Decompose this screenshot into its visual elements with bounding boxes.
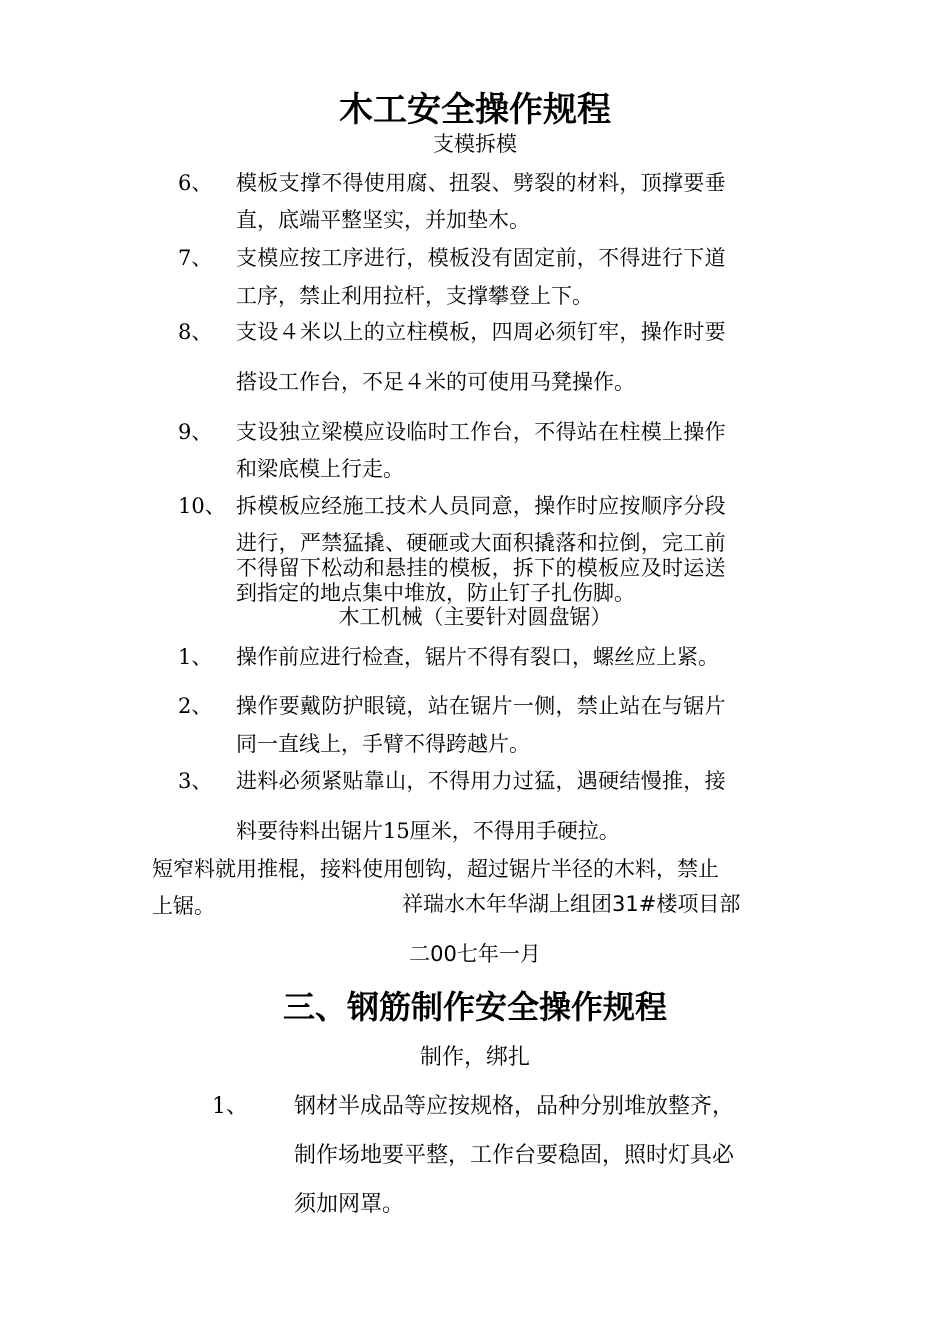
organization-name: 祥瑞水木年华湖上组团31#楼项目部 [402, 892, 741, 916]
item-number: 6、 [178, 171, 213, 195]
item-text-line: 同一直线上，手臂不得跨越片。 [236, 732, 530, 756]
page-title: 木工安全操作规程 [339, 90, 611, 130]
document-date: 二00七年一月 [409, 942, 541, 966]
item-text-line: 支设４米以上的立柱模板，四周必须钉牢，操作时要 [236, 320, 726, 344]
item-text-line: 工序，禁止利用拉杆，支撑攀登上下。 [236, 284, 593, 308]
item-text-line: 搭设工作台，不足４米的可使用马凳操作。 [236, 370, 635, 394]
item-text-line: 钢材半成品等应按规格，品种分别堆放整齐， [294, 1094, 735, 1119]
item-text-line: 支模应按工序进行，模板没有固定前，不得进行下道 [236, 246, 726, 270]
item-text-line: 操作要戴防护眼镜，站在锯片一侧，禁止站在与锯片 [236, 694, 726, 718]
item-text-line: 料要待料出锯片15厘米，不得用手硬拉。 [236, 819, 620, 843]
item-text-line: 到指定的地点集中堆放，防止钉子扎伤脚。 [236, 581, 635, 605]
section-title-rebar: 三、钢筋制作安全操作规程 [282, 988, 667, 1026]
item-number: 9、 [178, 420, 213, 444]
paragraph-line: 上锯。 [152, 894, 215, 918]
item-number: 3、 [178, 769, 213, 793]
section-subtitle-machinery: 木工机械（主要针对圆盘锯） [338, 605, 612, 629]
item-text-line: 须加网罩。 [294, 1192, 405, 1217]
item-number: 1、 [178, 645, 213, 669]
item-text-line: 支设独立梁模应设临时工作台，不得站在柱模上操作 [236, 420, 726, 444]
item-number: 1、 [212, 1094, 248, 1119]
item-text-line: 模板支撑不得使用腐、扭裂、劈裂的材料，顶撑要垂 [236, 171, 726, 195]
item-text-line: 不得留下松动和悬挂的模板，拆下的模板应及时运送 [236, 556, 726, 580]
item-number: 8、 [178, 320, 213, 344]
section-subtitle-formwork: 支模拆模 [433, 132, 517, 156]
item-number: 2、 [178, 694, 213, 718]
paragraph-line: 短窄料就用推棍，接料使用刨钩，超过锯片半径的木料，禁止 [152, 857, 719, 881]
item-text-line: 和梁底模上行走。 [236, 457, 404, 481]
item-number: 7、 [178, 246, 213, 270]
item-number: 10、 [178, 494, 226, 518]
item-text-line: 进行，严禁猛撬、硬砸或大面积撬落和拉倒，完工前 [236, 531, 726, 555]
item-text-line: 进料必须紧贴靠山，不得用力过猛，遇硬结慢推，接 [236, 769, 726, 793]
item-text-line: 操作前应进行检查，锯片不得有裂口，螺丝应上紧。 [236, 645, 719, 669]
item-text-line: 直，底端平整坚实，并加垫木。 [236, 208, 530, 232]
section-subtitle-rebar: 制作，绑扎 [419, 1045, 530, 1070]
item-text-line: 制作场地要平整，工作台要稳固，照时灯具必 [294, 1143, 735, 1168]
item-text-line: 拆模板应经施工技术人员同意，操作时应按顺序分段 [236, 494, 726, 518]
